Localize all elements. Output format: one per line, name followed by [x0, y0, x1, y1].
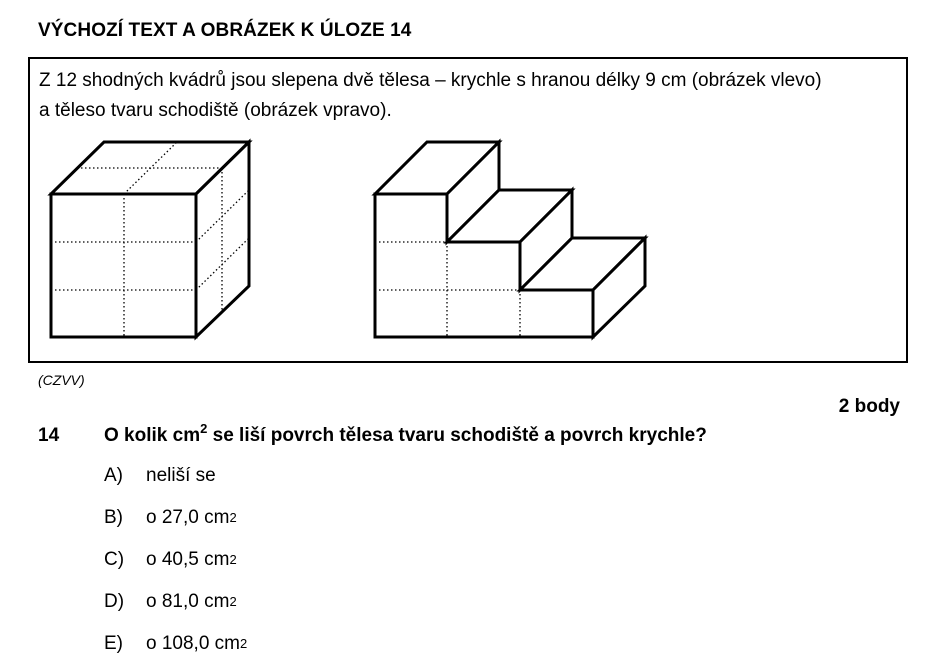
option-c[interactable]: C) o 40,5 cm $^2$ [104, 549, 237, 570]
points-label: 2 body [838, 396, 900, 417]
section-heading: VÝCHOZÍ TEXT A OBRÁZEK K ÚLOZE 14 [38, 20, 412, 41]
figure [30, 59, 906, 361]
question-sup: 2 [200, 420, 208, 436]
question-number: 14 [38, 425, 60, 446]
question-text-before: O kolik cm [104, 425, 201, 446]
option-letter: D) [104, 591, 125, 612]
option-text: o 108,0 cm [146, 633, 240, 654]
option-e[interactable]: E) o 108,0 cm $^2$ [104, 633, 248, 654]
option-b[interactable]: B) o 27,0 cm $^2$ [104, 507, 237, 528]
option-letter: A) [104, 465, 123, 486]
option-letter: C) [104, 549, 125, 570]
option-text: o 27,0 cm [146, 507, 230, 528]
option-d[interactable]: D) o 81,0 cm $^2$ [104, 591, 237, 612]
option-text: neliší se [146, 465, 216, 486]
cube-figure [51, 142, 249, 337]
intro-line-1: Z 12 shodných kvádrů jsou slepena dvě tělesa – krychle s hranou délky 9 cm (obrázek vlevo) [39, 70, 822, 91]
question-text-after: se liší povrch tělesa tvaru schodiště a povrch krychle? [207, 425, 707, 446]
staircase-figure [375, 142, 645, 337]
option-letter: B) [104, 507, 123, 528]
option-a[interactable] [104, 465, 216, 491]
question-text [104, 420, 707, 447]
option-text: o 40,5 cm [146, 549, 230, 570]
option-text: o 81,0 cm [146, 591, 230, 612]
intro-box [28, 57, 908, 363]
option-letter: E) [104, 633, 123, 654]
source-label: (CZVV) [38, 372, 85, 388]
intro-line-2: a těleso tvaru schodiště (obrázek vpravo). [39, 100, 392, 121]
